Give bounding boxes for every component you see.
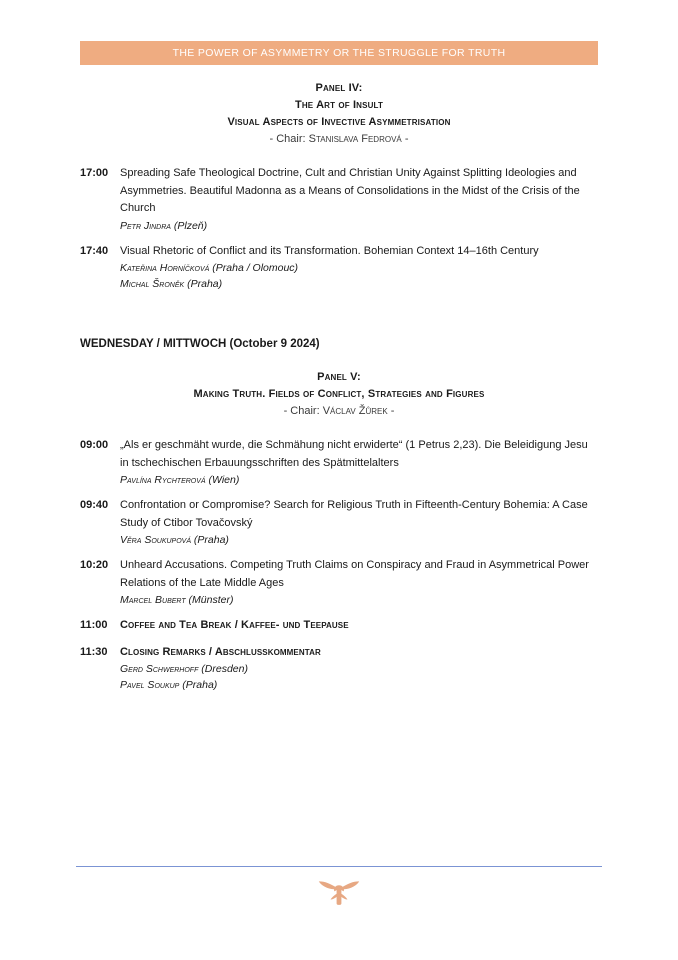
schedule-row [80,617,598,635]
running-header-title: THE POWER OF ASYMMETRY OR THE STRUGGLE FOR TRUTH [172,47,506,59]
session-entry [120,165,598,234]
speaker-name: Gerd Schwerhoff [120,663,199,675]
panel-4-chair-name: Stanislava Fedrová [308,133,402,145]
panel-4-subtitle-1: The Art of Insult [295,99,383,111]
speaker-affiliation: (Praha) [187,278,223,290]
session-speaker [120,592,598,608]
session-title: Closing Remarks / Abschlusskommentar [120,645,321,658]
session-entry [120,557,598,608]
speaker-name: Petr Jindra [120,219,171,232]
session-speaker [120,218,598,234]
speaker-affiliation: (Praha / Olomouc) [212,262,299,274]
speaker-name: Pavlína Rychterová [120,474,206,486]
session-title: Unheard Accusations. Competing Truth Claims on Conspiracy and Fraud in Asymmetrical Power Relations of the Late Middle Ages [120,559,589,589]
session-time: 11:00 [80,619,108,631]
panel-5-subtitle-1: Making Truth. Fields of Conflict, Strategies and Figures [193,388,485,400]
spacer [80,420,598,437]
panel-4-subtitle-2: Visual Aspects of Invective Asymmetrisation [227,116,451,128]
speaker-affiliation: (Praha) [182,679,218,691]
bird-fleuron-icon [316,876,362,906]
session-time: 10:20 [80,559,109,571]
session-title: Coffee and Tea Break / Kaffee- und Teepause [120,619,349,631]
schedule-row [80,497,598,548]
session-entry [120,617,598,635]
schedule-row [80,165,598,234]
schedule-row [80,644,598,694]
footer-ornament [0,876,678,906]
session-speaker [120,472,598,488]
schedule-row [80,437,598,488]
speaker-name: Věra Soukupová [120,534,191,546]
spacer [80,635,598,644]
spacer [80,292,598,336]
speaker-name: Marcel Bubert [120,594,186,606]
session-entry [120,497,598,548]
session-title: Spreading Safe Theological Doctrine, Cult and Christian Unity Against Splitting Ideologies and Asymmetries. Beautiful Madonna as a Means of Consolidations in the Midst of the Crisis of the Church [120,167,580,214]
speaker-affiliation: (Plzeň) [173,219,208,232]
session-speaker [120,677,598,693]
speaker-name: Pavel Soukup [120,679,180,691]
footer-divider [76,866,602,867]
speaker-affiliation: (Praha) [193,534,229,546]
session-speaker [120,276,598,292]
spacer [80,548,598,557]
session-time: 09:40 [80,499,109,511]
schedule-row [80,557,598,608]
spacer [80,148,598,165]
session-title: „Als er geschmäht wurde, die Schmähung nicht erwiderte“ (1 Petrus 2,23). Die Beleidigung Jesu in tschechischen Erbauungsschriften des Spätmittelalters [120,439,588,469]
session-time: 11:30 [80,645,108,658]
session-entry [120,437,598,488]
panel-5-chair-prefix: - Chair: [283,405,323,417]
spacer [80,234,598,243]
speaker-affiliation: (Wien) [208,474,240,486]
spacer [80,608,598,617]
panel-4-name: Panel IV: [315,82,363,94]
session-title: Visual Rhetoric of Conflict and its Transformation. Bohemian Context 14–16th Century [120,244,539,257]
session-speaker [120,532,598,548]
session-speaker [120,260,598,276]
session-time: 17:00 [80,167,109,179]
spacer [80,488,598,497]
speaker-affiliation: (Münster) [188,594,234,606]
session-entry [120,644,598,694]
page-content [80,80,598,693]
session-entry [120,243,598,293]
speaker-affiliation: (Dresden) [201,663,248,675]
panel-heading-5 [80,369,598,420]
day-heading: WEDNESDAY / MITTWOCH (October 9 2024) [80,338,320,350]
panel-heading-4 [80,80,598,148]
panel-5-chair-name: Václav Žůrek [322,405,388,417]
panel-5-chair [80,403,598,420]
session-speaker [120,661,598,677]
schedule-row [80,243,598,293]
session-time: 17:40 [80,244,109,257]
panel-5-name: Panel V: [317,371,361,383]
session-title: Confrontation or Compromise? Search for Religious Truth in Fifteenth-Century Bohemia: A Case Study of Ctibor Tovačovský [120,499,588,529]
panel-4-chair [80,131,598,148]
spacer [80,352,598,369]
panel-5-chair-suffix: - [387,405,395,417]
speaker-name: Michal Šroněk [120,278,185,290]
speaker-name: Kateřina Horníčková [120,262,210,274]
running-header-band [80,41,598,65]
session-time: 09:00 [80,439,109,451]
panel-4-chair-prefix: - Chair: [269,133,309,145]
panel-4-chair-suffix: - [401,133,409,145]
